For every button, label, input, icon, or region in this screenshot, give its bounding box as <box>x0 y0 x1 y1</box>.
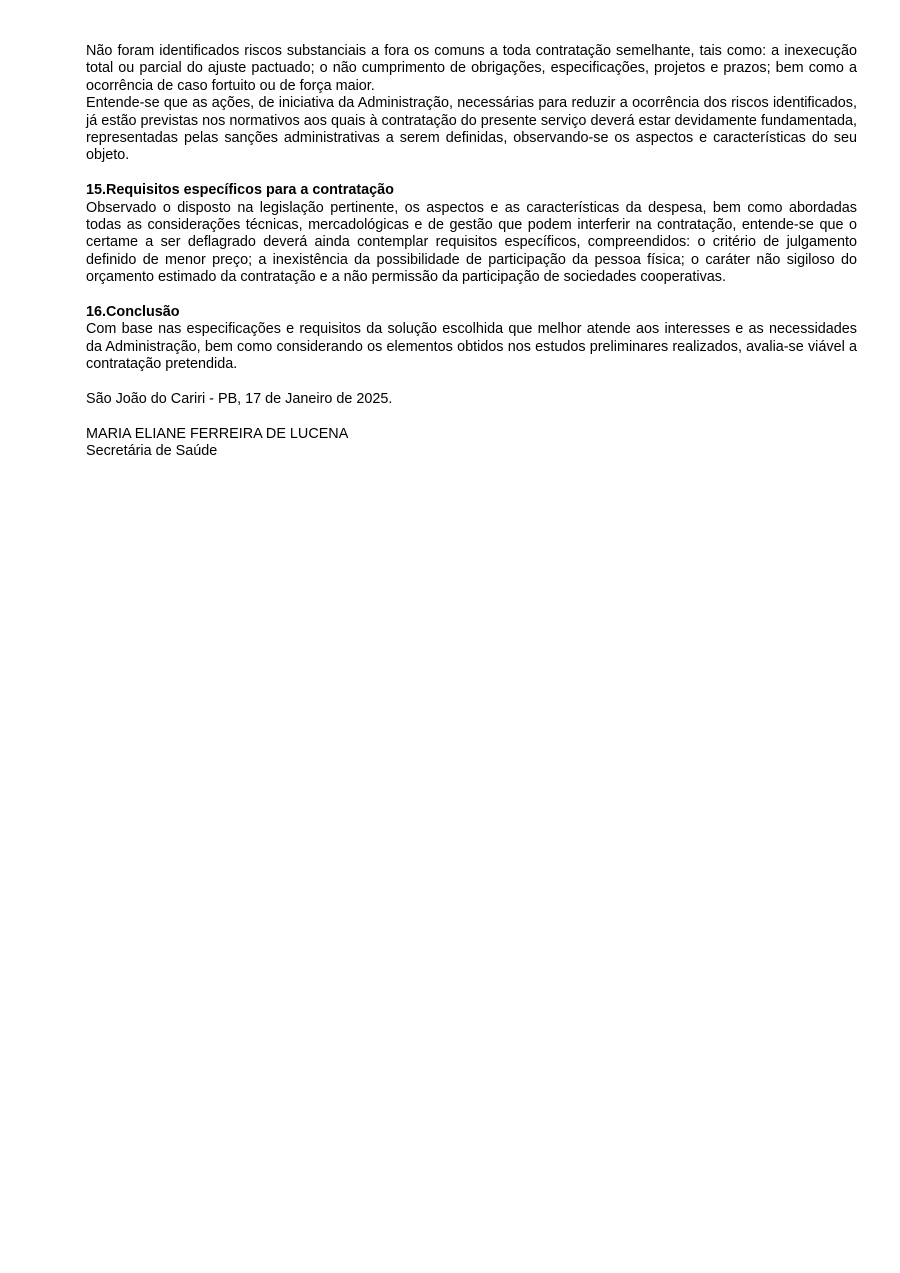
section-16-text: Com base nas especificações e requisitos da solução escolhida que melhor atende aos interesses e as necessidades da Administração, bem como considerando os elementos obtidos nos estudos preliminares realizados, avalia-se viável a contratação pretendida. <box>86 321 857 373</box>
section-16-heading: 16.Conclusão <box>86 304 180 321</box>
section-15-heading: 15.Requisitos específicos para a contratação <box>86 182 394 199</box>
risk-paragraph-2: Entende-se que as ações, de iniciativa da Administração, necessárias para reduzir a ocorrência dos riscos identificados, já estão previstas nos normativos aos quais à contratação do presente serviço deverá estar devidamente fundamentada, representadas pelas sanções administrativas a serem definidas, observando-se os aspectos e características do seu objeto. <box>86 95 857 164</box>
spacer <box>86 408 857 425</box>
spacer <box>86 287 857 304</box>
section-15-text: Observado o disposto na legislação pertinente, os aspectos e as características da despesa, bem como abordadas todas as considerações técnicas, mercadológicas e de gestão que podem interferir na contratação, entende-se que o certame a ser deflagrado deverá ainda contemplar requisitos específicos, compreendidos: o critério de julgamento definido de menor preço; a inexistência da possibilidade de participação da pessoa física; o caráter não sigiloso do orçamento estimado da contratação e a não permissão da participação de sociedades cooperativas. <box>86 199 857 286</box>
signatory-title: Secretária de Saúde <box>86 443 218 460</box>
document-page <box>86 43 857 461</box>
risk-paragraph-1: Não foram identificados riscos substanciais a fora os comuns a toda contratação semelhante, tais como: a inexecução total ou parcial do ajuste pactuado; o não cumprimento de obrigações, especificações, projetos e prazos; bem como a ocorrência de caso fortuito ou de força maior. <box>86 43 857 94</box>
signatory-name: MARIA ELIANE FERREIRA DE LUCENA <box>86 425 349 442</box>
spacer <box>86 374 857 391</box>
spacer <box>86 165 857 182</box>
place-date: São João do Cariri - PB, 17 de Janeiro de 2025. <box>86 391 393 408</box>
